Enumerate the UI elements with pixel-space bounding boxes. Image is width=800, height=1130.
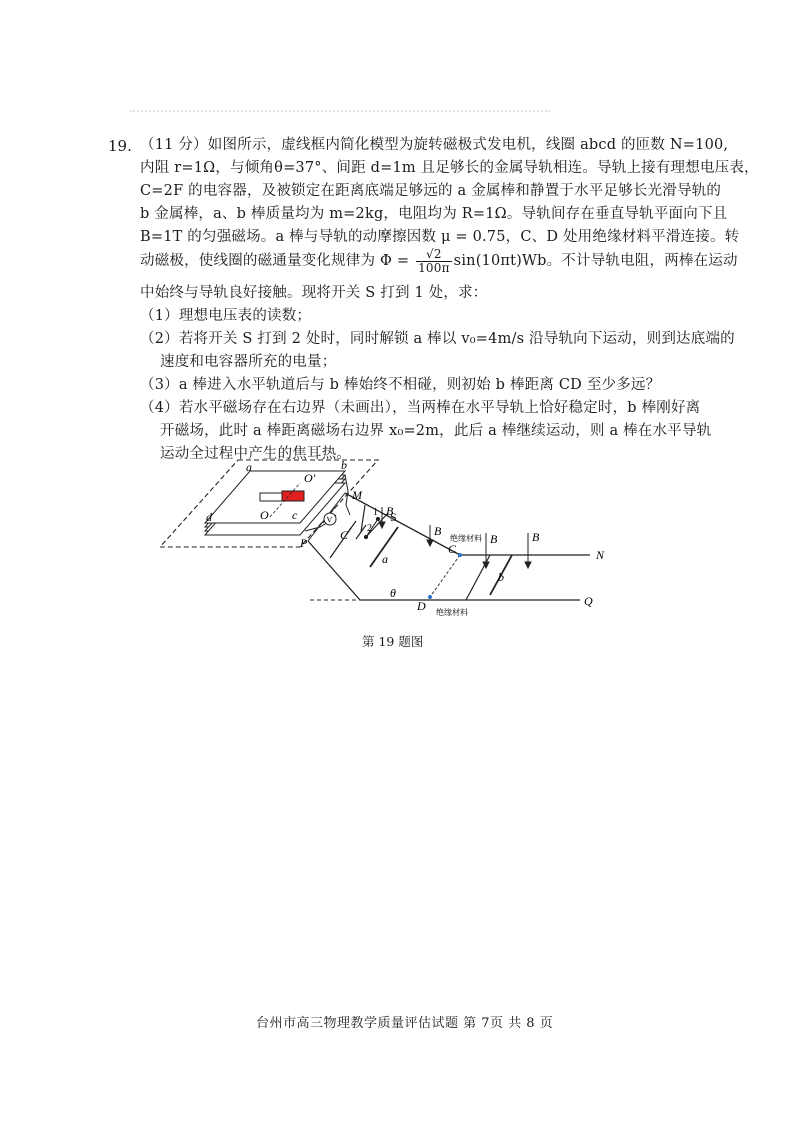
label-n: N (596, 548, 605, 562)
circuit-diagram (160, 455, 660, 630)
subquestion-4-line-1: （4）若水平磁场存在右边界（未画出），当两棒在水平导轨上恰好稳定时，b 棒刚好离 (140, 400, 701, 416)
subquestion-2-line-2: 速度和电容器所充的电量； (160, 354, 337, 370)
subquestion-1: （1）理想电压表的读数； (140, 308, 312, 324)
figure-caption: 第 19 题图 (362, 634, 424, 649)
label-b-field-3: B (490, 532, 498, 546)
coil (205, 471, 345, 535)
label-p: P (300, 536, 308, 550)
label-b: b (341, 458, 347, 472)
label-b-field-1: B (386, 504, 394, 518)
question-line-3: C=2F 的电容器，及被锁定在距离底端足够远的 a 金属棒和静置于水平足够长光滑导轨的 (140, 183, 722, 199)
label-rod-b: b (498, 570, 504, 584)
question-line-5: B=1T 的匀强磁场。a 棒与导轨的动摩擦因数 μ = 0.75，C、D 处用绝缘材料平滑连接。转 (140, 229, 740, 245)
label-o: O (260, 508, 269, 522)
page-footer: 台州市高三物理教学质量评估试题 第 7页 共 8 页 (256, 1016, 554, 1031)
fraction-denominator: 100π (418, 260, 450, 275)
label-capacitor: C (340, 528, 349, 542)
label-b-field-4: B (532, 530, 540, 544)
label-a: a (246, 460, 252, 474)
insulation-point-c (458, 553, 462, 557)
label-insulation-d: 绝缘材料 (436, 608, 468, 617)
label-rod-a: a (382, 552, 388, 566)
label-switch-2: 2 (367, 523, 372, 534)
subquestion-3: （3）a 棒进入水平轨道后与 b 棒始终不相碰，则初始 b 棒距离 CD 至少多远？ (140, 377, 661, 393)
label-insulation-c: 绝缘材料 (450, 534, 482, 543)
label-theta: θ (390, 586, 396, 600)
label-q: Q (584, 594, 593, 608)
label-o-prime: O' (304, 471, 316, 485)
inclined-rail-lower (308, 541, 360, 600)
voltmeter-label: V (326, 515, 333, 525)
label-d: d (206, 510, 212, 524)
formula-pre: 动磁极，使线圈的磁通量变化规律为 Φ = (140, 253, 415, 269)
subquestion-4-line-2: 开磁场，此时 a 棒距离磁场右边界 x₀=2m，此后 a 棒继续运动，则 a 棒在水平导轨 (160, 423, 712, 439)
label-point-c: C (448, 542, 457, 556)
label-c: c (292, 508, 298, 522)
formula-post: sin(10πt)Wb。不计导轨电阻，两棒在运动 (453, 253, 738, 269)
question-line-7: 中始终与导轨良好接触。现将开关 S 打到 1 处，求： (140, 285, 488, 301)
question-number: 19. (108, 137, 132, 155)
fraction-numerator: √2 (416, 248, 452, 262)
flux-fraction (416, 248, 452, 275)
insulation-link (430, 555, 460, 597)
magnet-north-pole (282, 491, 304, 501)
label-point-d: D (417, 599, 426, 613)
label-switch-1: 1 (373, 507, 378, 518)
label-b-field-2: B (434, 524, 442, 538)
faint-header-marks (130, 110, 550, 120)
question-line-formula (140, 246, 738, 276)
question-line-1: （11 分）如图所示，虚线框内简化模型为旋转磁极式发电机，线圈 abcd 的匝数 N=100, (140, 137, 729, 153)
question-line-2: 内阻 r=1Ω，与倾角θ=37°、间距 d=1m 且足够长的金属导轨相连。导轨上接有理想电压表， (140, 160, 759, 176)
insulation-point-d (428, 595, 432, 599)
subquestion-4-line-3: 运动全过程中产生的焦耳热。 (160, 446, 352, 462)
label-s: S (390, 510, 397, 524)
question-line-4: b 金属棒，a、b 棒质量均为 m=2kg，电阻均为 R=1Ω。导轨间存在垂直导轨平面向下且 (140, 206, 728, 222)
label-m: M (352, 488, 362, 502)
subquestion-2-line-1: （2）若将开关 S 打到 2 处时，同时解锁 a 棒以 v₀=4m/s 沿导轨向下运动，则到达底端的 (140, 331, 735, 347)
